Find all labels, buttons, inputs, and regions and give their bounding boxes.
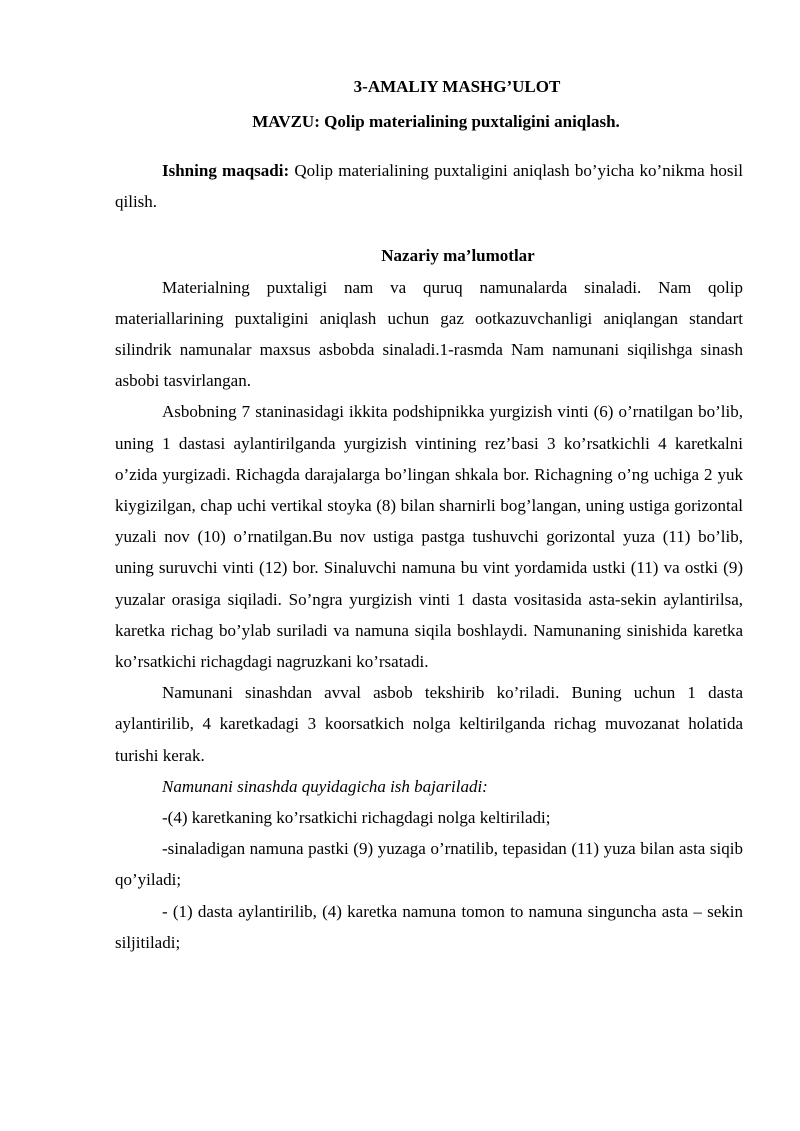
goal-label: Ishning maqsadi: xyxy=(162,161,290,180)
paragraph-1: Materialning puxtaligi nam va quruq namunalarda sinaladi. Nam qolip materiallarining puxtaligini aniqlash uchun gaz ootkazuvchanligi aniqlangan standart silindrik namunalar maxsus asbobda sinaladi.1-rasmda Nam namunani siqilishga sinash asbobi tasvirlangan. xyxy=(115,277,743,391)
document-subtitle: MAVZU: Qolip materialining puxtaligini aniqlash. xyxy=(252,112,620,131)
document-title: 3-AMALIY MASHG’ULOT xyxy=(353,77,561,96)
goal-paragraph xyxy=(115,155,743,217)
section-heading: Nazariy ma’lumotlar xyxy=(381,246,535,266)
step-2: -sinaladigan namuna pastki (9) yuzaga o’rnatilib, tepasidan (11) yuza bilan asta siqib qo’yiladi; xyxy=(115,839,743,890)
step-1: -(4) karetkaning ko’rsatkichi richagdagi nolga keltiriladi; xyxy=(162,808,551,828)
paragraph-2: Asbobning 7 staninasidagi ikkita podshipnikka yurgizish vinti (6) o’rnatilgan bo’lib, uning 1 dastasi aylantirilganda yurgizish vintining rez’basi 3 ko’rsatkichli 4 karetkalni o’zida yurgizadi. Richagda darajalarga bo’lingan shkala bor. Richagning o’ng uchiga 2 yuk kiygizilgan, chap uchi vertikal stoyka (8) bilan sharnirli bog’langan, uning ustiga gorizontal yuzali nov (10) o’rnatilgan.Bu nov ustiga pastga tushuvchi gorizontal yuza (11) bo’lib, uning suruvchi vinti (12) bor. Sinaluvchi namuna bu vint yordamida ustki (11) va ostki (9) yuzalar orasiga siqiladi. So’ngra yurgizish vinti 1 dasta vositasida asta-sekin aylantirilsa, karetka richag bo’ylab suriladi va namuna siqila boshlaydi. Namunaning sinishida karetka ko’rsatkichi richagdagi nagruzkani ko’rsatadi. xyxy=(115,402,743,672)
goal-text: Qolip materialining puxtaligini aniqlash bo’yicha ko’nikma hosil qilish. xyxy=(115,161,743,212)
step-3: - (1) dasta aylantirilib, (4) karetka namuna tomon to namuna singuncha asta – sekin siljitiladi; xyxy=(115,901,743,952)
document-page xyxy=(115,76,743,958)
paragraph-3: Namunani sinashdan avval asbob tekshirib ko’riladi. Buning uchun 1 dasta aylantirilib, 4 karetkadagi 3 koorsatkich nolga keltirilganda richag muvozanat holatida turishi kerak. xyxy=(115,683,743,765)
procedure-intro: Namunani sinashda quyidagicha ish bajariladi: xyxy=(162,776,488,796)
